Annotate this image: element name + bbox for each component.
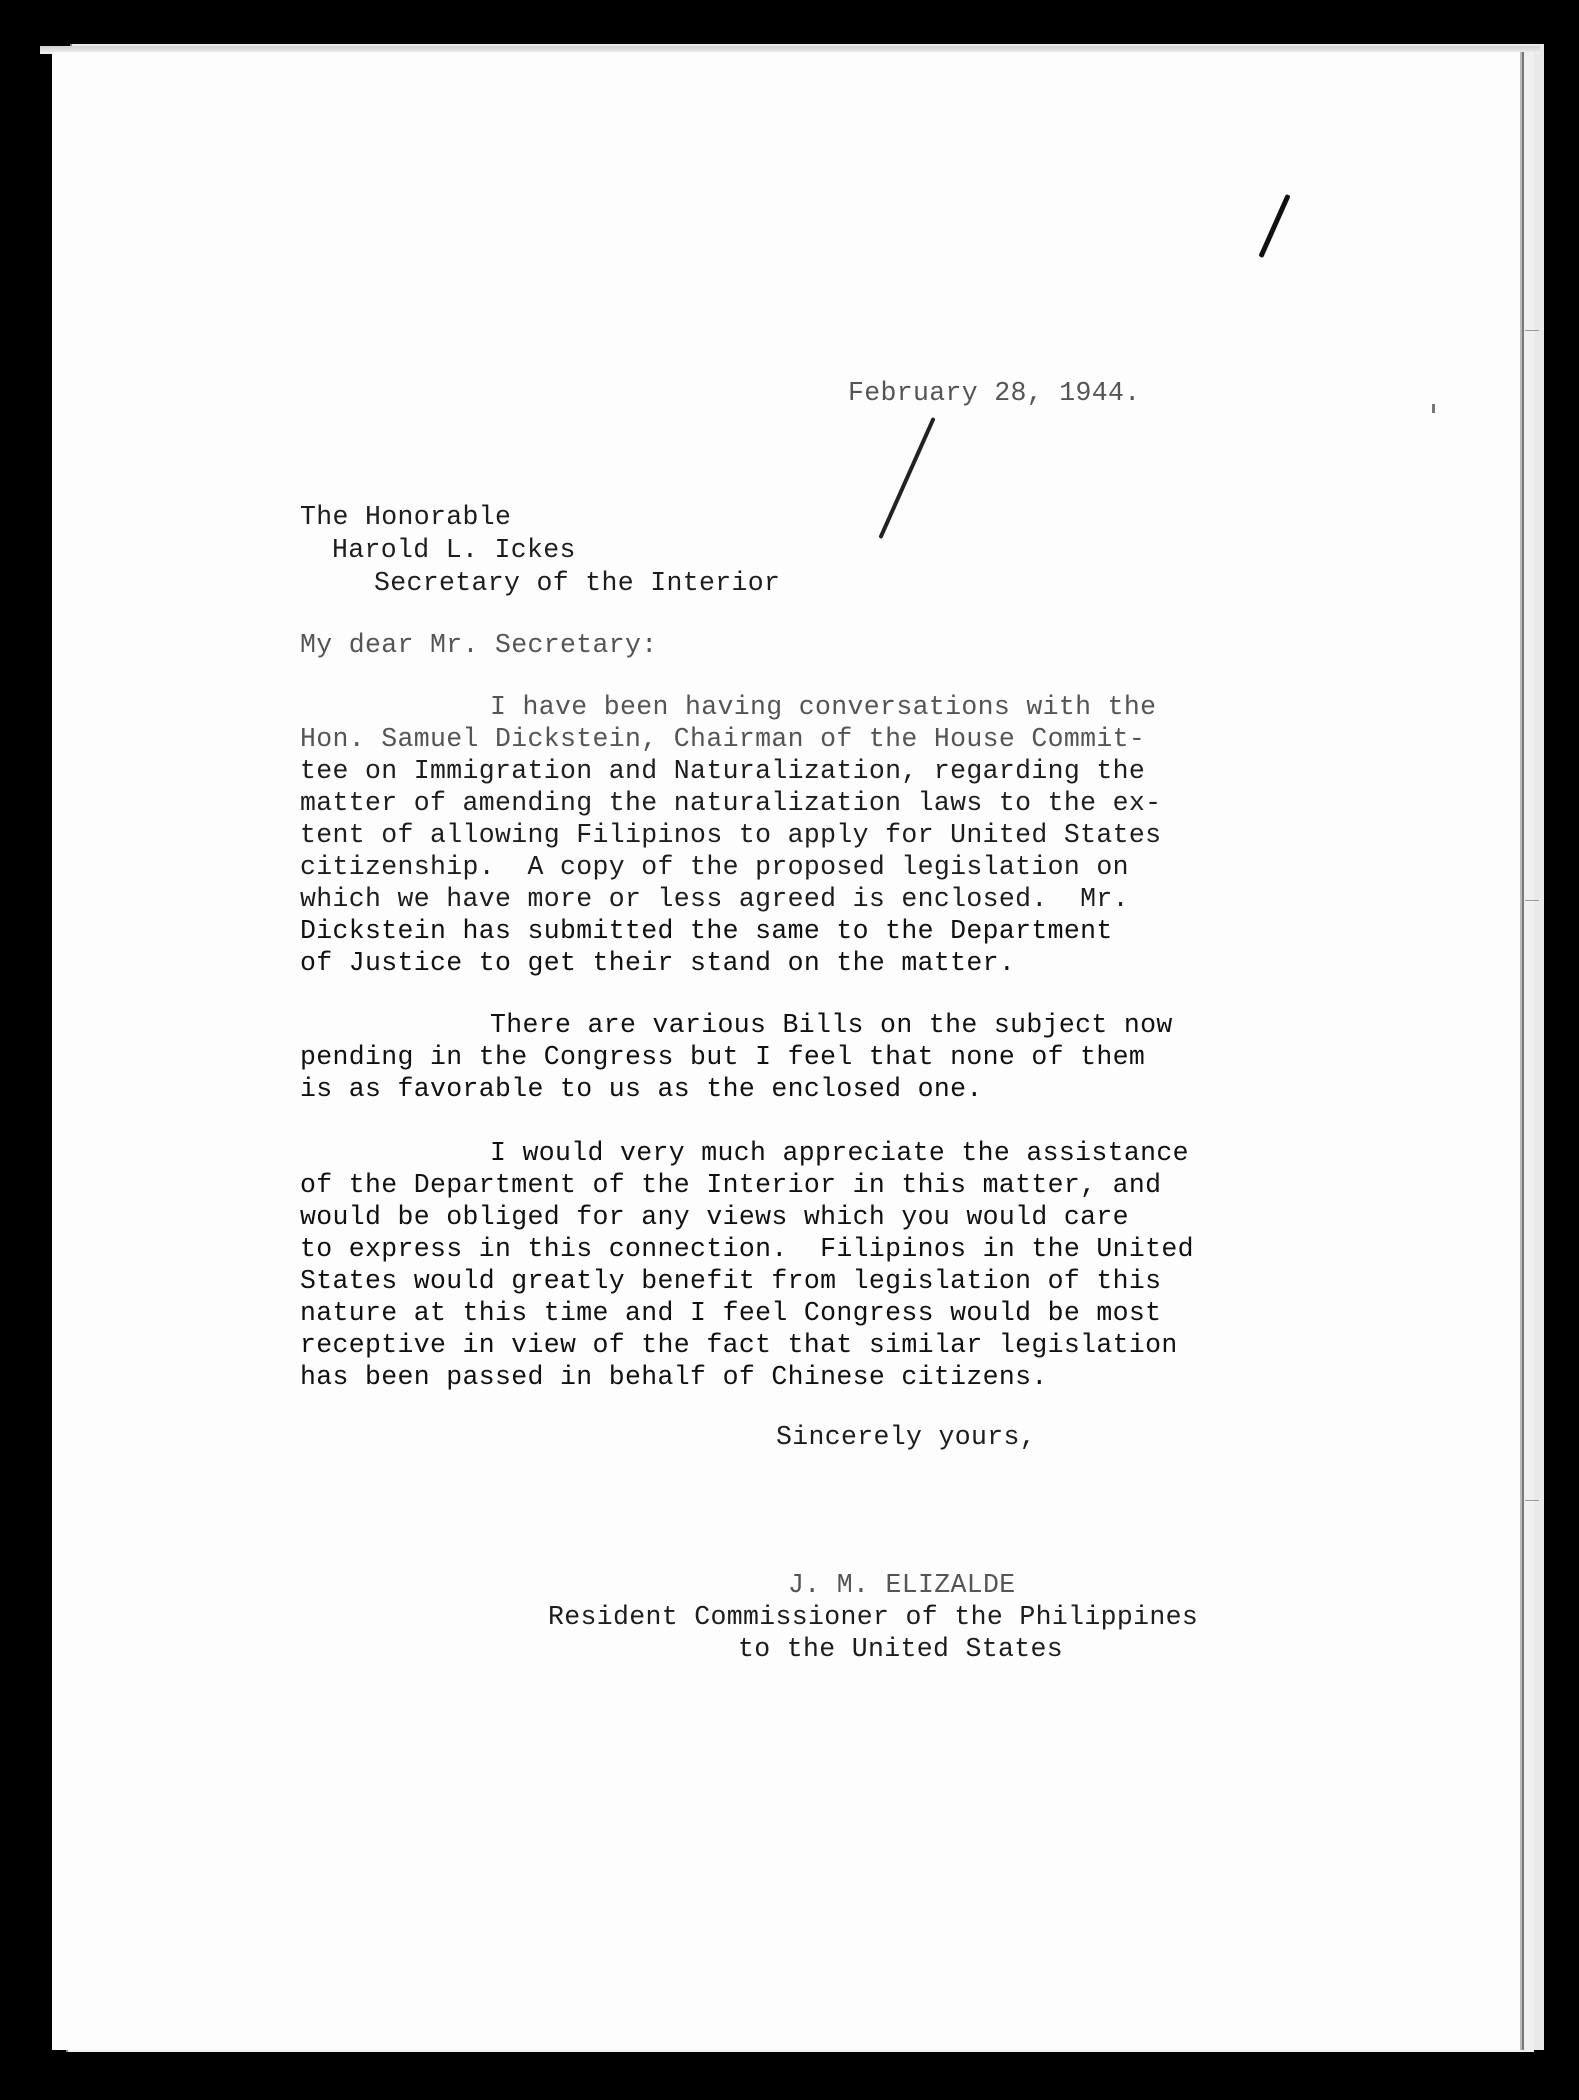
recipient-name: Harold L. Ickes xyxy=(332,535,576,565)
paragraph-1-line: I have been having conversations with the xyxy=(490,692,1157,722)
signatory-title-line-2: to the United States xyxy=(738,1634,1064,1664)
sheet-edge-line xyxy=(1525,1500,1539,1501)
paragraph-3-line: of the Department of the Interior in this matter, and xyxy=(300,1170,1162,1200)
sheet-edge-line xyxy=(1525,330,1539,331)
paragraph-1-line: Hon. Samuel Dickstein, Chairman of the House Commit- xyxy=(300,724,1146,754)
paragraph-2-line: There are various Bills on the subject now xyxy=(490,1010,1173,1040)
paragraph-2-line: is as favorable to us as the enclosed one. xyxy=(300,1074,983,1104)
paragraph-1-line: tent of allowing Filipinos to apply for United States xyxy=(300,820,1162,850)
margin-speck xyxy=(1432,404,1435,413)
signatory-title: Resident Commissioner of the Philippines xyxy=(548,1602,1199,1632)
paragraph-3-line: to express in this connection. Filipinos in the United xyxy=(300,1234,1194,1264)
letter-page xyxy=(52,52,1520,2050)
paragraph-3-line: receptive in view of the fact that similar legislation xyxy=(300,1330,1178,1360)
paragraph-1-line: Dickstein has submitted the same to the Department xyxy=(300,916,1113,946)
closing: Sincerely yours, xyxy=(776,1422,1037,1452)
paragraph-3-line: has been passed in behalf of Chinese citizens. xyxy=(300,1362,1048,1392)
paragraph-1-line: tee on Immigration and Naturalization, regarding the xyxy=(300,756,1146,786)
paragraph-1-line: citizenship. A copy of the proposed legislation on xyxy=(300,852,1129,882)
paragraph-3-line: States would greatly benefit from legislation of this xyxy=(300,1266,1162,1296)
paragraph-1-line: matter of amending the naturalization laws to the ex- xyxy=(300,788,1162,818)
paragraph-3-line: nature at this time and I feel Congress would be most xyxy=(300,1298,1162,1328)
paragraph-2-line: pending in the Congress but I feel that none of them xyxy=(300,1042,1146,1072)
sheet-edge-line xyxy=(1525,900,1539,901)
paragraph-3-line: I would very much appreciate the assistance xyxy=(490,1138,1189,1168)
salutation: My dear Mr. Secretary: xyxy=(300,630,658,660)
recipient-honorific: The Honorable xyxy=(300,502,512,532)
letter-date: February 28, 1944. xyxy=(848,378,1141,408)
paragraph-3-line: would be obliged for any views which you would care xyxy=(300,1202,1129,1232)
signatory-name: J. M. ELIZALDE xyxy=(788,1570,1016,1600)
pencil-slash-mark xyxy=(878,417,935,539)
pencil-check-mark xyxy=(1258,194,1290,258)
paragraph-1-line: which we have more or less agreed is enclosed. Mr. xyxy=(300,884,1129,914)
paragraph-1-line: of Justice to get their stand on the matter. xyxy=(300,948,1016,978)
recipient-title: Secretary of the Interior xyxy=(374,568,781,598)
